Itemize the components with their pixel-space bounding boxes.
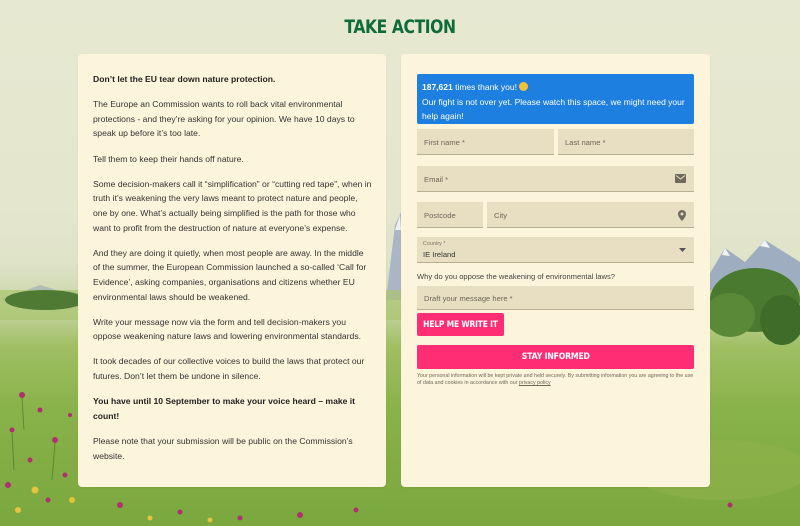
thanks-text: times thank you! [452, 82, 517, 92]
privacy-disclaimer [417, 373, 697, 387]
city-field[interactable] [487, 202, 694, 228]
article-paragraph: Some decision-makers call it “simplification” or “cutting red tape”, when in truth it’s weakening the very laws meant to protect nature and people, one by one. What’s actually being simplified is the path for those who want to profit from the destruction of nature at everyone’s expense. [93, 178, 372, 233]
article-paragraph: Write your message now via the form and tell decision-makers you oppose weakening nature laws and lowering environmental standards. [93, 316, 362, 342]
article-paragraph: Don’t let the EU tear down nature protection. [93, 74, 276, 84]
country-select[interactable] [417, 237, 694, 263]
article-paragraph: The Europe an Commission wants to roll back vital environmental protections - and they’re asking for your opinion. We have 10 days to speak up before it’s too late. [93, 99, 355, 139]
disclaimer-text: Your personal information will be kept private and held securely. By submitting information you are agreeing to the use of data and cookies in accordance with our [417, 373, 694, 386]
last-name-placeholder: Last name * [565, 138, 606, 147]
city-placeholder: City [494, 211, 508, 220]
article-card [78, 54, 386, 487]
page-title: TAKE ACTION [344, 16, 456, 38]
email-placeholder: Email * [424, 175, 449, 184]
first-name-field[interactable] [417, 129, 554, 155]
message-textarea[interactable] [417, 286, 694, 310]
mail-icon [675, 174, 686, 183]
first-name-placeholder: First name * [424, 138, 465, 147]
signature-count: 187,621 [422, 82, 453, 92]
help-me-write-button[interactable] [417, 313, 504, 336]
email-field[interactable] [417, 166, 694, 192]
help-me-write-label: HELP ME WRITE IT [423, 319, 498, 329]
postcode-placeholder: Postcode [424, 211, 456, 220]
article-paragraph: You have until 10 September to make your voice heard – make it count! [93, 396, 356, 421]
stay-informed-label: STAY INFORMED [521, 352, 590, 362]
waving-hand-icon [519, 82, 528, 91]
country-label: Country * [423, 241, 446, 247]
privacy-policy-link[interactable]: privacy policy [518, 380, 551, 386]
country-value: IE Ireland [423, 250, 456, 259]
article-paragraph: Tell them to keep their hands off nature. [93, 153, 244, 164]
thanks-banner [417, 74, 694, 124]
postcode-field[interactable] [417, 202, 483, 228]
article-paragraph: It took decades of our collective voices to build the laws that protect our futures. Don’t let them be undone in silence. [93, 356, 365, 382]
signup-form-card [401, 54, 710, 487]
stay-informed-button[interactable] [417, 345, 694, 369]
location-pin-icon [678, 210, 686, 221]
message-placeholder: Draft your message here * [424, 294, 513, 303]
thanks-message: Our fight is not over yet. Please watch this space, we might need your help again! [422, 96, 685, 121]
last-name-field[interactable] [558, 129, 694, 155]
message-question: Why do you oppose the weakening of environmental laws? [417, 272, 615, 281]
article-paragraph: And they are doing it quietly, when most people are away. In the middle of the summer, the European Commission launched a so-called ‘Call for Evidence’, asking companies, organisations and citizens whether EU environmental laws should be weakened. [93, 247, 367, 302]
article-paragraph: Please note that your submission will be public on the Commission’s website. [93, 436, 353, 461]
caret-down-icon [679, 248, 686, 252]
